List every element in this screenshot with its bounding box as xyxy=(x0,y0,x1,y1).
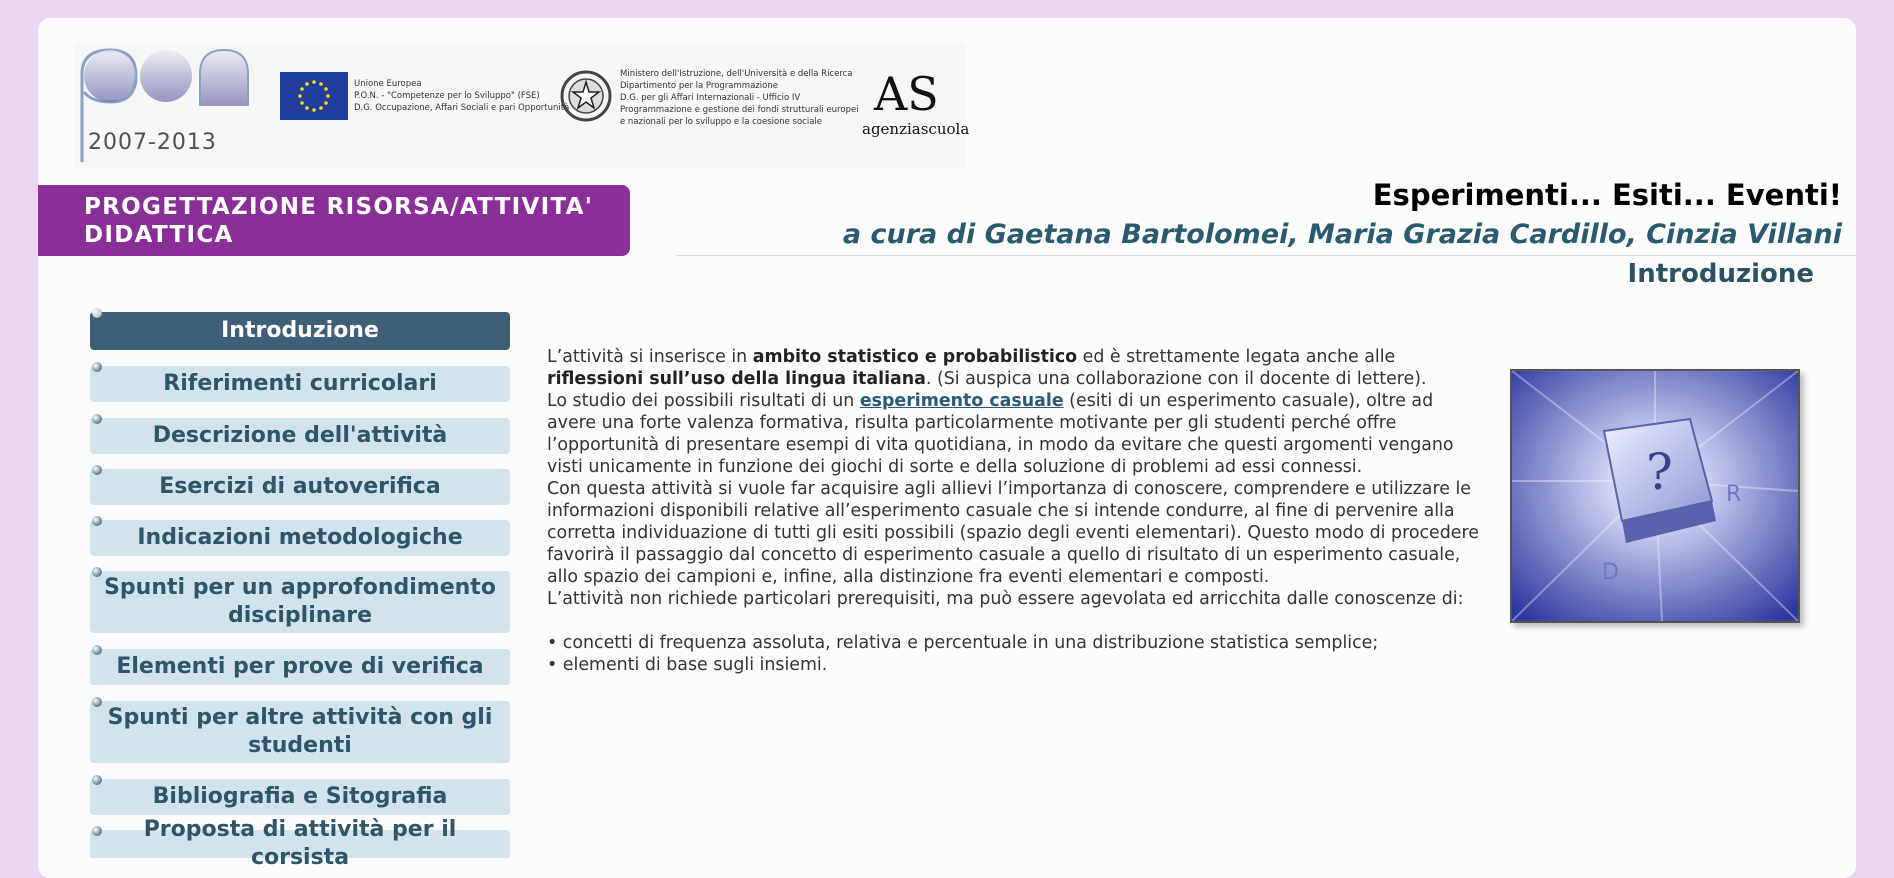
paragraph-3: Con questa attività si vuole far acquisire agli allievi l’importanza di conoscere, comprendere e utilizzare le informazioni disponibili relative all’esperimento casuale che si intende condurre, al fine di pervenire alla corretta individuazione di tutti gli esiti possibili (spazio degli eventi elementari). Questo modo di procedere favorirà il passaggio dal concetto di esperimento casuale a quello di risultato di un esperimento casuale, allo spazio dei campioni e, infine, alla distinzione fra eventi elementari e composti. xyxy=(547,479,1479,587)
menu-item-esercizi-autoverifica[interactable]: Esercizi di autoverifica xyxy=(90,469,510,505)
menu-item-indicazioni-metodologiche[interactable]: Indicazioni metodologiche xyxy=(90,520,510,556)
header-divider xyxy=(676,255,1856,256)
keyboard-question-key-image xyxy=(1510,369,1800,623)
page-title: Esperimenti... Esiti... Eventi! xyxy=(1372,178,1842,212)
bullet-icon xyxy=(92,516,102,526)
list-item: • concetti di frequenza assoluta, relativa e percentuale in una distribuzione statistica semplice; xyxy=(547,633,1379,653)
menu-item-proposta-corsista[interactable]: Proposta di attività per il corsista xyxy=(90,830,510,858)
menu-item-spunti-altre-attivita[interactable]: Spunti per altre attività con gli studenti xyxy=(90,701,510,763)
authors: a cura di Gaetana Bartolomei, Maria Grazia Cardillo, Cinzia Villani xyxy=(842,219,1842,250)
d-key-label: D xyxy=(1602,560,1619,585)
bullet-icon xyxy=(92,308,102,318)
agenziascuola-logo: AS agenziascuola xyxy=(862,67,970,138)
esperimento-casuale-link[interactable]: esperimento casuale xyxy=(859,391,1064,411)
bullet-icon xyxy=(92,465,102,475)
menu-item-descrizione-attivita[interactable]: Descrizione dell'attività xyxy=(90,418,510,454)
menu-item-riferimenti-curricolari[interactable]: Riferimenti curricolari xyxy=(90,366,510,402)
eu-text: Unione Europea P.O.N. - "Competenze per lo Sviluppo" (FSE) D.G. Occupazione, Affari Sociali e pari Opportunità xyxy=(354,79,570,113)
bullet-icon xyxy=(92,362,102,372)
intro-content xyxy=(547,346,1487,676)
question-mark-key-label: ? xyxy=(1646,443,1673,501)
bullet-icon xyxy=(92,567,102,577)
spacer xyxy=(547,610,1487,632)
logo-banner xyxy=(74,44,970,168)
pon-logo xyxy=(74,44,264,168)
bullet-icon xyxy=(92,414,102,424)
section-title: Introduzione xyxy=(1627,259,1814,289)
ministry-text: Ministero dell'Istruzione, dell'Università e della Ricerca Dipartimento per la Programmazione D.G. per gli Affari Internazionali - Ufficio IV Programmazione e gestione dei fondi strutturali europei e nazionali per lo sviluppo e la coesione sociale xyxy=(620,69,859,127)
bullet-icon xyxy=(92,826,102,836)
menu-item-bibliografia[interactable]: Bibliografia e Sitografia xyxy=(90,779,510,815)
italian-republic-seal-icon xyxy=(558,66,614,126)
bullet-icon xyxy=(92,645,102,655)
menu-item-spunti-approfondimento[interactable]: Spunti per un approfondimento disciplinare xyxy=(90,571,510,633)
r-key-label: R xyxy=(1726,482,1742,507)
list-item: • elementi di base sugli insiemi. xyxy=(547,655,828,675)
prerequisites-list xyxy=(547,632,1487,676)
menu-item-elementi-prove-verifica[interactable]: Elementi per prove di verifica xyxy=(90,649,510,685)
pon-year: 2007-2013 xyxy=(88,130,217,155)
paragraph-2: Lo studio dei possibili risultati di un esperimento casuale (esiti di un esperimento casuale), oltre ad avere una forte valenza formativa, risulta particolarmente motivante per gli studenti perché offre l’opportunità di presentare esempi di vita quotidiana, in modo da evitare che questi argomenti vengano visti unicamente in funzione dei giochi di sorte e della soluzione di problemi ad essi connessi. xyxy=(547,391,1454,477)
paragraph-4: L’attività non richiede particolari prerequisiti, ma può essere agevolata ed arricchita dalle conoscenze di: xyxy=(547,589,1464,609)
menu-item-introduzione[interactable]: Introduzione xyxy=(90,312,510,350)
paragraph-1: L’attività si inserisce in ambito statistico e probabilistico ed è strettamente legata anche alle riflessioni sull’uso della lingua italiana. (Si auspica una collaborazione con il docente di lettere). xyxy=(547,347,1427,389)
bullet-icon xyxy=(92,697,102,707)
bullet-icon xyxy=(92,775,102,785)
eu-flag-icon xyxy=(280,72,348,120)
project-banner: PROGETTAZIONE RISORSA/ATTIVITA' DIDATTICA xyxy=(38,185,630,256)
